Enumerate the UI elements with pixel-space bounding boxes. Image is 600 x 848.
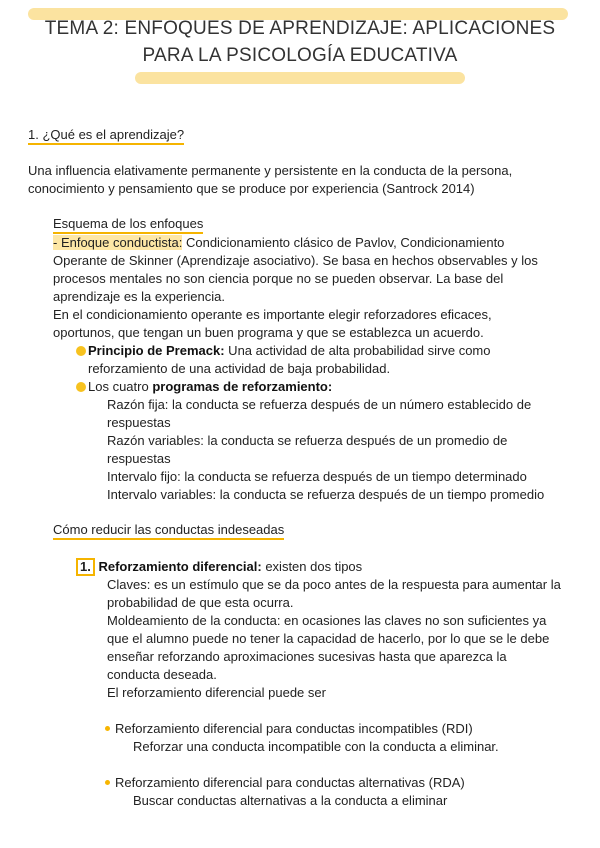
bullet-icon bbox=[76, 346, 86, 356]
rd-line-6: conducta deseada. bbox=[107, 667, 217, 682]
programa-line-1: Razón fija: la conducta se refuerza después de un número establecido de bbox=[107, 397, 532, 412]
programa-line-3: Razón variables: la conducta se refuerza después de un promedio de bbox=[107, 433, 508, 448]
rd-line-3: Moldeamiento de la conducta: en ocasiones las claves no son suficientes ya bbox=[107, 613, 547, 628]
rda-item bbox=[105, 774, 465, 792]
conductista-line-4: aprendizaje es la experiencia. bbox=[53, 289, 225, 304]
conductista-label: - Enfoque conductista: bbox=[53, 235, 183, 250]
bullet-icon bbox=[105, 780, 110, 785]
conductista-line-2: Operante de Skinner (Aprendizaje asociativo). Se basa en hechos observables y los bbox=[53, 253, 538, 268]
question-heading bbox=[28, 126, 184, 144]
title-highlight-bottom bbox=[135, 72, 465, 84]
premack-label: Principio de Premack: bbox=[88, 343, 225, 358]
rd-line-2: probabilidad de que esta ocurra. bbox=[107, 595, 294, 610]
programa-line-4: respuestas bbox=[107, 451, 171, 466]
page-title-line-2: PARA LA PSICOLOGÍA EDUCATIVA bbox=[142, 45, 458, 66]
rd-label: Reforzamiento diferencial: bbox=[94, 559, 262, 574]
rdi-text: Reforzar una conducta incompatible con la conducta a eliminar. bbox=[133, 739, 499, 754]
conductista-line-1 bbox=[53, 234, 504, 252]
rd-heading bbox=[76, 558, 362, 576]
rd-line-5: enseñar reforzando aproximaciones sucesivas hasta que aparezca la bbox=[107, 649, 507, 664]
rd-line-4: que el alumno puede no tener la capacidad de hacerlo, por lo que se le debe bbox=[107, 631, 550, 646]
programa-line-5: Intervalo fijo: la conducta se refuerza después de un tiempo determinado bbox=[107, 469, 527, 484]
conductista-line-6: oportunos, que tengan un buen programa y que se establezca un acuerdo. bbox=[53, 325, 484, 340]
premack-line-1 bbox=[76, 342, 491, 360]
rda-text: Buscar conductas alternativas a la conducta a eliminar bbox=[133, 793, 448, 808]
definition-line-2: conocimiento y pensamiento que se produce por experiencia (Santrock 2014) bbox=[28, 181, 475, 196]
rdi-label: Reforzamiento diferencial para conductas incompatibles (RDI) bbox=[115, 721, 473, 736]
reducir-heading-text: Cómo reducir las conductas indeseadas bbox=[53, 522, 284, 540]
programa-line-2: respuestas bbox=[107, 415, 171, 430]
programas-heading bbox=[76, 378, 332, 396]
programas-label: programas de reforzamiento: bbox=[152, 379, 333, 394]
rd-number: 1. bbox=[76, 558, 95, 576]
esquema-heading-text: Esquema de los enfoques bbox=[53, 216, 203, 234]
conductista-line-3: procesos mentales no son ciencia porque no se pueden observar. La base del bbox=[53, 271, 504, 286]
esquema-heading bbox=[53, 215, 203, 233]
premack-text: Una actividad de alta probabilidad sirve como bbox=[224, 343, 491, 358]
conductista-text: Condicionamiento clásico de Pavlov, Condicionamiento bbox=[182, 235, 505, 250]
definition-line-1: Una influencia elativamente permanente y persistente en la conducta de la persona, bbox=[28, 163, 513, 178]
bullet-icon bbox=[105, 726, 110, 731]
rd-line-7: El reforzamiento diferencial puede ser bbox=[107, 685, 326, 700]
bullet-icon bbox=[76, 382, 86, 392]
rd-text: existen dos tipos bbox=[261, 559, 363, 574]
question-heading-text: 1. ¿Qué es el aprendizaje? bbox=[28, 127, 184, 145]
reducir-heading bbox=[53, 521, 284, 539]
rd-line-1: Claves: es un estímulo que se da poco antes de la respuesta para aumentar la bbox=[107, 577, 561, 592]
conductista-line-5: En el condicionamiento operante es importante elegir reforzadores eficaces, bbox=[53, 307, 492, 322]
rda-label: Reforzamiento diferencial para conductas alternativas (RDA) bbox=[115, 775, 465, 790]
rdi-item bbox=[105, 720, 473, 738]
premack-line-2: reforzamiento de una actividad de baja probabilidad. bbox=[88, 361, 391, 376]
programa-line-6: Intervalo variables: la conducta se refuerza después de un tiempo promedio bbox=[107, 487, 545, 502]
page-title-line-1: TEMA 2: ENFOQUES DE APRENDIZAJE: APLICACIONES bbox=[44, 18, 556, 39]
programas-prefix: Los cuatro bbox=[88, 379, 153, 394]
